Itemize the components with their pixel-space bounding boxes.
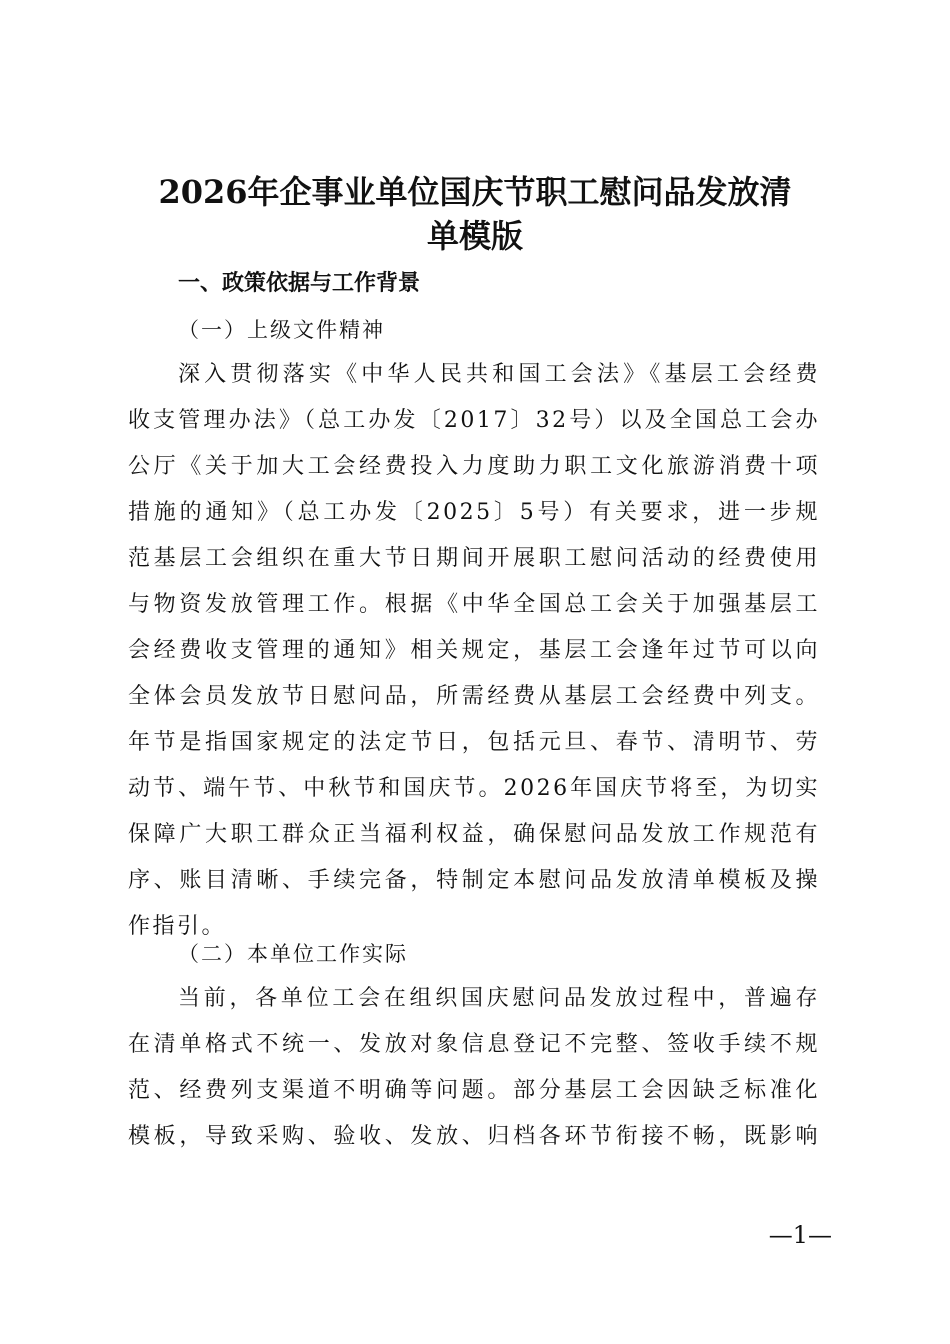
paragraph-line: 范基层工会组织在重大节日期间开展职工慰问活动的经费使用	[128, 546, 820, 571]
paragraph-line: 作指引。	[128, 914, 227, 939]
paragraph-line: 措施的通知》（总工办发〔2025〕5号）有关要求，进一步规	[128, 500, 820, 525]
subsection-heading-unit-practice: （二）本单位工作实际	[178, 942, 408, 966]
paragraph-line: 模板，导致采购、验收、发放、归档各环节衔接不畅，既影响	[128, 1124, 820, 1149]
paragraph-line: 保障广大职工群众正当福利权益，确保慰问品发放工作规范有	[128, 822, 820, 847]
paragraph-line: 与物资发放管理工作。根据《中华全国总工会关于加强基层工	[128, 592, 820, 617]
paragraph-line: 范、经费列支渠道不明确等问题。部分基层工会因缺乏标准化	[128, 1078, 820, 1103]
paragraph-line: 动节、端午节、中秋节和国庆节。2026年国庆节将至，为切实	[128, 776, 820, 801]
paragraph-line: 在清单格式不统一、发放对象信息登记不完整、签收手续不规	[128, 1032, 820, 1057]
document-title-line-2: 单模版	[426, 217, 523, 255]
paragraph-unit-practice	[128, 976, 820, 1160]
paragraph-superior-documents	[128, 352, 820, 950]
paragraph-line: 序、账目清晰、手续完备，特制定本慰问品发放清单模板及操	[128, 868, 820, 893]
paragraph-line: 全体会员发放节日慰问品，所需经费从基层工会经费中列支。	[128, 684, 820, 709]
paragraph-line: 收支管理办法》（总工办发〔2017〕32号）以及全国总工会办	[128, 408, 820, 433]
document-title-line-1: 2026年企事业单位国庆节职工慰问品发放清	[158, 173, 792, 211]
paragraph-line: 公厅《关于加大工会经费投入力度助力职工文化旅游消费十项	[128, 454, 820, 479]
paragraph-line: 年节是指国家规定的法定节日，包括元旦、春节、清明节、劳	[128, 730, 820, 755]
page-number: —1—	[768, 1221, 832, 1249]
paragraph-line: 当前，各单位工会在组织国庆慰问品发放过程中，普遍存	[178, 986, 820, 1011]
subsection-heading-superior-documents: （一）上级文件精神	[178, 318, 385, 342]
paragraph-line: 深入贯彻落实《中华人民共和国工会法》《基层工会经费	[178, 362, 820, 387]
paragraph-line: 会经费收支管理的通知》相关规定，基层工会逢年过节可以向	[128, 638, 820, 663]
section-heading-policy-basis: 一、政策依据与工作背景	[178, 271, 421, 296]
